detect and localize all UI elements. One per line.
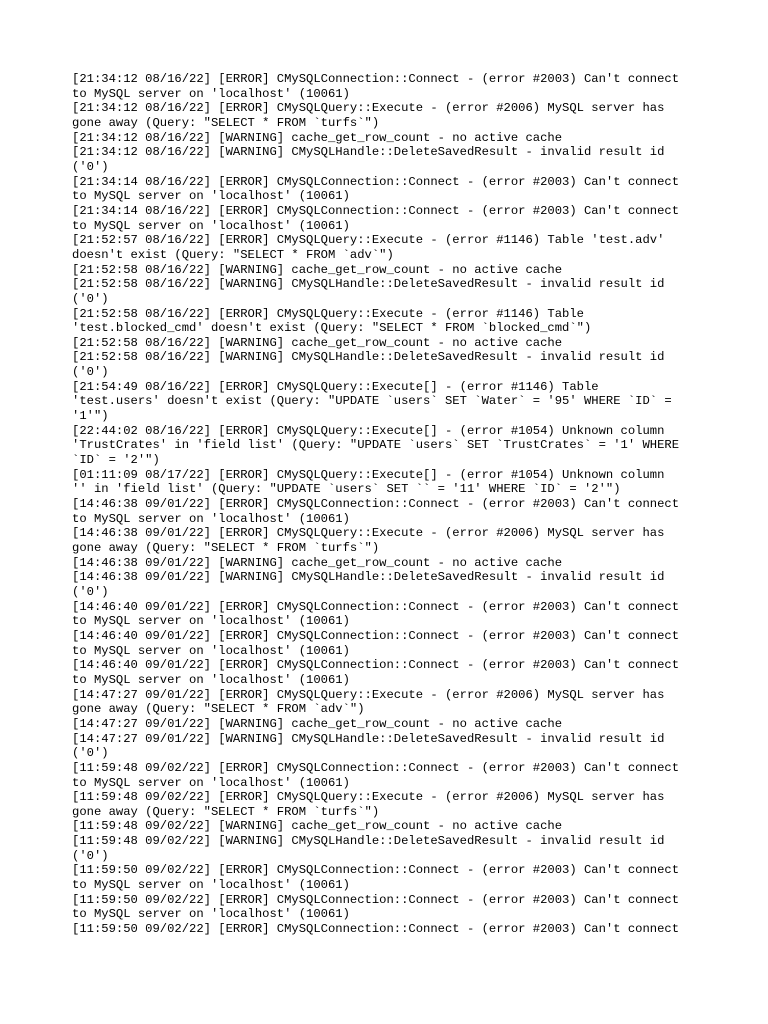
log-line: 'test.users' doesn't exist (Query: "UPDATE `users` SET `Water` = '95' WHERE `ID` = xyxy=(72,394,672,409)
log-line: [14:46:38 09/01/22] [ERROR] CMySQLConnection::Connect - (error #2003) Can't connect xyxy=(72,497,680,512)
log-line: gone away (Query: "SELECT * FROM `turfs`") xyxy=(72,541,380,555)
log-line: [14:47:27 09/01/22] [ERROR] CMySQLQuery::Execute - (error #2006) MySQL server has xyxy=(72,687,665,702)
log-line: [21:52:58 08/16/22] [WARNING] cache_get_row_count - no active cache xyxy=(72,335,563,350)
log-line: to MySQL server on 'localhost' (10061) xyxy=(72,878,350,893)
log-line: [14:46:40 09/01/22] [ERROR] CMySQLConnection::Connect - (error #2003) Can't connect xyxy=(72,628,680,643)
log-line: [14:47:27 09/01/22] [WARNING] CMySQLHandle::DeleteSavedResult - invalid result id xyxy=(72,731,665,746)
log-line: [21:34:14 08/16/22] [ERROR] CMySQLConnection::Connect - (error #2003) Can't connect xyxy=(72,203,680,218)
log-line: [21:54:49 08/16/22] [ERROR] CMySQLQuery::Execute[] - (error #1146) Table xyxy=(72,379,599,394)
log-line: to MySQL server on 'localhost' (10061) xyxy=(72,189,350,204)
log-line: [21:52:58 08/16/22] [WARNING] cache_get_row_count - no active cache xyxy=(72,262,563,277)
log-line: to MySQL server on 'localhost' (10061) xyxy=(72,86,350,101)
log-line: [21:34:12 08/16/22] [WARNING] CMySQLHandle::DeleteSavedResult - invalid result id xyxy=(72,145,665,160)
log-line: [14:47:27 09/01/22] [WARNING] cache_get_row_count - no active cache xyxy=(72,716,563,731)
log-line: ('0') xyxy=(72,291,109,306)
log-line: doesn't exist (Query: "SELECT * FROM `adv`") xyxy=(72,247,394,262)
log-line: to MySQL server on 'localhost' (10061) xyxy=(72,511,350,526)
log-line: [11:59:50 09/02/22] [ERROR] CMySQLConnection::Connect - (error #2003) Can't connect xyxy=(72,892,680,907)
log-line: [21:52:58 08/16/22] [WARNING] CMySQLHandle::DeleteSavedResult - invalid result id xyxy=(72,350,665,365)
log-line: [21:52:58 08/16/22] [WARNING] CMySQLHandle::DeleteSavedResult - invalid result id xyxy=(72,277,665,292)
log-line: ('0') xyxy=(72,746,109,761)
log-line: to MySQL server on 'localhost' (10061) xyxy=(72,614,350,629)
log-line: '1'") xyxy=(72,409,109,424)
log-line: to MySQL server on 'localhost' (10061) xyxy=(72,643,350,658)
log-line: [14:46:40 09/01/22] [ERROR] CMySQLConnection::Connect - (error #2003) Can't connect xyxy=(72,658,680,673)
log-line: ('0') xyxy=(72,848,109,863)
log-line: to MySQL server on 'localhost' (10061) xyxy=(72,218,350,233)
log-line: to MySQL server on 'localhost' (10061) xyxy=(72,672,350,687)
log-line: '' in 'field list' (Query: "UPDATE `users` SET `` = '11' WHERE `ID` = '2'") xyxy=(72,482,621,497)
log-line: [11:59:50 09/02/22] [ERROR] CMySQLConnection::Connect - (error #2003) Can't connect xyxy=(72,922,680,937)
log-line: ('0') xyxy=(72,159,109,174)
log-line: gone away (Query: "SELECT * FROM `adv`") xyxy=(72,702,365,717)
log-document xyxy=(72,72,702,937)
log-line: [14:46:38 09/01/22] [ERROR] CMySQLQuery::Execute - (error #2006) MySQL server has xyxy=(72,526,665,541)
log-line: [21:52:58 08/16/22] [ERROR] CMySQLQuery::Execute - (error #1146) Table xyxy=(72,306,584,321)
log-line: 'test.blocked_cmd' doesn't exist (Query: "SELECT * FROM `blocked_cmd`") xyxy=(72,321,592,336)
log-line: [11:59:48 09/02/22] [ERROR] CMySQLQuery::Execute - (error #2006) MySQL server has xyxy=(72,790,665,805)
log-line: [01:11:09 08/17/22] [ERROR] CMySQLQuery::Execute[] - (error #1054) Unknown column xyxy=(72,467,665,482)
log-line: [21:34:14 08/16/22] [ERROR] CMySQLConnection::Connect - (error #2003) Can't connect xyxy=(72,174,680,189)
log-line: [21:52:57 08/16/22] [ERROR] CMySQLQuery::Execute - (error #1146) Table 'test.adv' xyxy=(72,233,665,248)
log-line: [14:46:38 09/01/22] [WARNING] cache_get_row_count - no active cache xyxy=(72,555,563,570)
log-line: [21:34:12 08/16/22] [ERROR] CMySQLConnection::Connect - (error #2003) Can't connect xyxy=(72,72,680,86)
log-line: `ID` = '2'") xyxy=(72,453,160,468)
log-line: gone away (Query: "SELECT * FROM `turfs`") xyxy=(72,804,380,819)
log-line: [21:34:12 08/16/22] [ERROR] CMySQLQuery::Execute - (error #2006) MySQL server has xyxy=(72,101,665,116)
log-line: ('0') xyxy=(72,584,109,599)
log-line: to MySQL server on 'localhost' (10061) xyxy=(72,775,350,790)
log-line: ('0') xyxy=(72,365,109,380)
log-line: [11:59:48 09/02/22] [ERROR] CMySQLConnection::Connect - (error #2003) Can't connect xyxy=(72,760,680,775)
log-line: [14:46:40 09/01/22] [ERROR] CMySQLConnection::Connect - (error #2003) Can't connect xyxy=(72,599,680,614)
log-lines xyxy=(72,72,702,937)
log-line: to MySQL server on 'localhost' (10061) xyxy=(72,907,350,922)
log-line: [11:59:48 09/02/22] [WARNING] cache_get_row_count - no active cache xyxy=(72,819,563,834)
log-line: [21:34:12 08/16/22] [WARNING] cache_get_row_count - no active cache xyxy=(72,130,563,145)
log-line: 'TrustCrates' in 'field list' (Query: "UPDATE `users` SET `TrustCrates` = '1' WHERE xyxy=(72,438,680,453)
log-line: gone away (Query: "SELECT * FROM `turfs`") xyxy=(72,115,380,130)
log-line: [11:59:50 09/02/22] [ERROR] CMySQLConnection::Connect - (error #2003) Can't connect xyxy=(72,863,680,878)
log-line: [14:46:38 09/01/22] [WARNING] CMySQLHandle::DeleteSavedResult - invalid result id xyxy=(72,570,665,585)
log-line: [11:59:48 09/02/22] [WARNING] CMySQLHandle::DeleteSavedResult - invalid result id xyxy=(72,834,665,849)
log-line: [22:44:02 08/16/22] [ERROR] CMySQLQuery::Execute[] - (error #1054) Unknown column xyxy=(72,423,665,438)
